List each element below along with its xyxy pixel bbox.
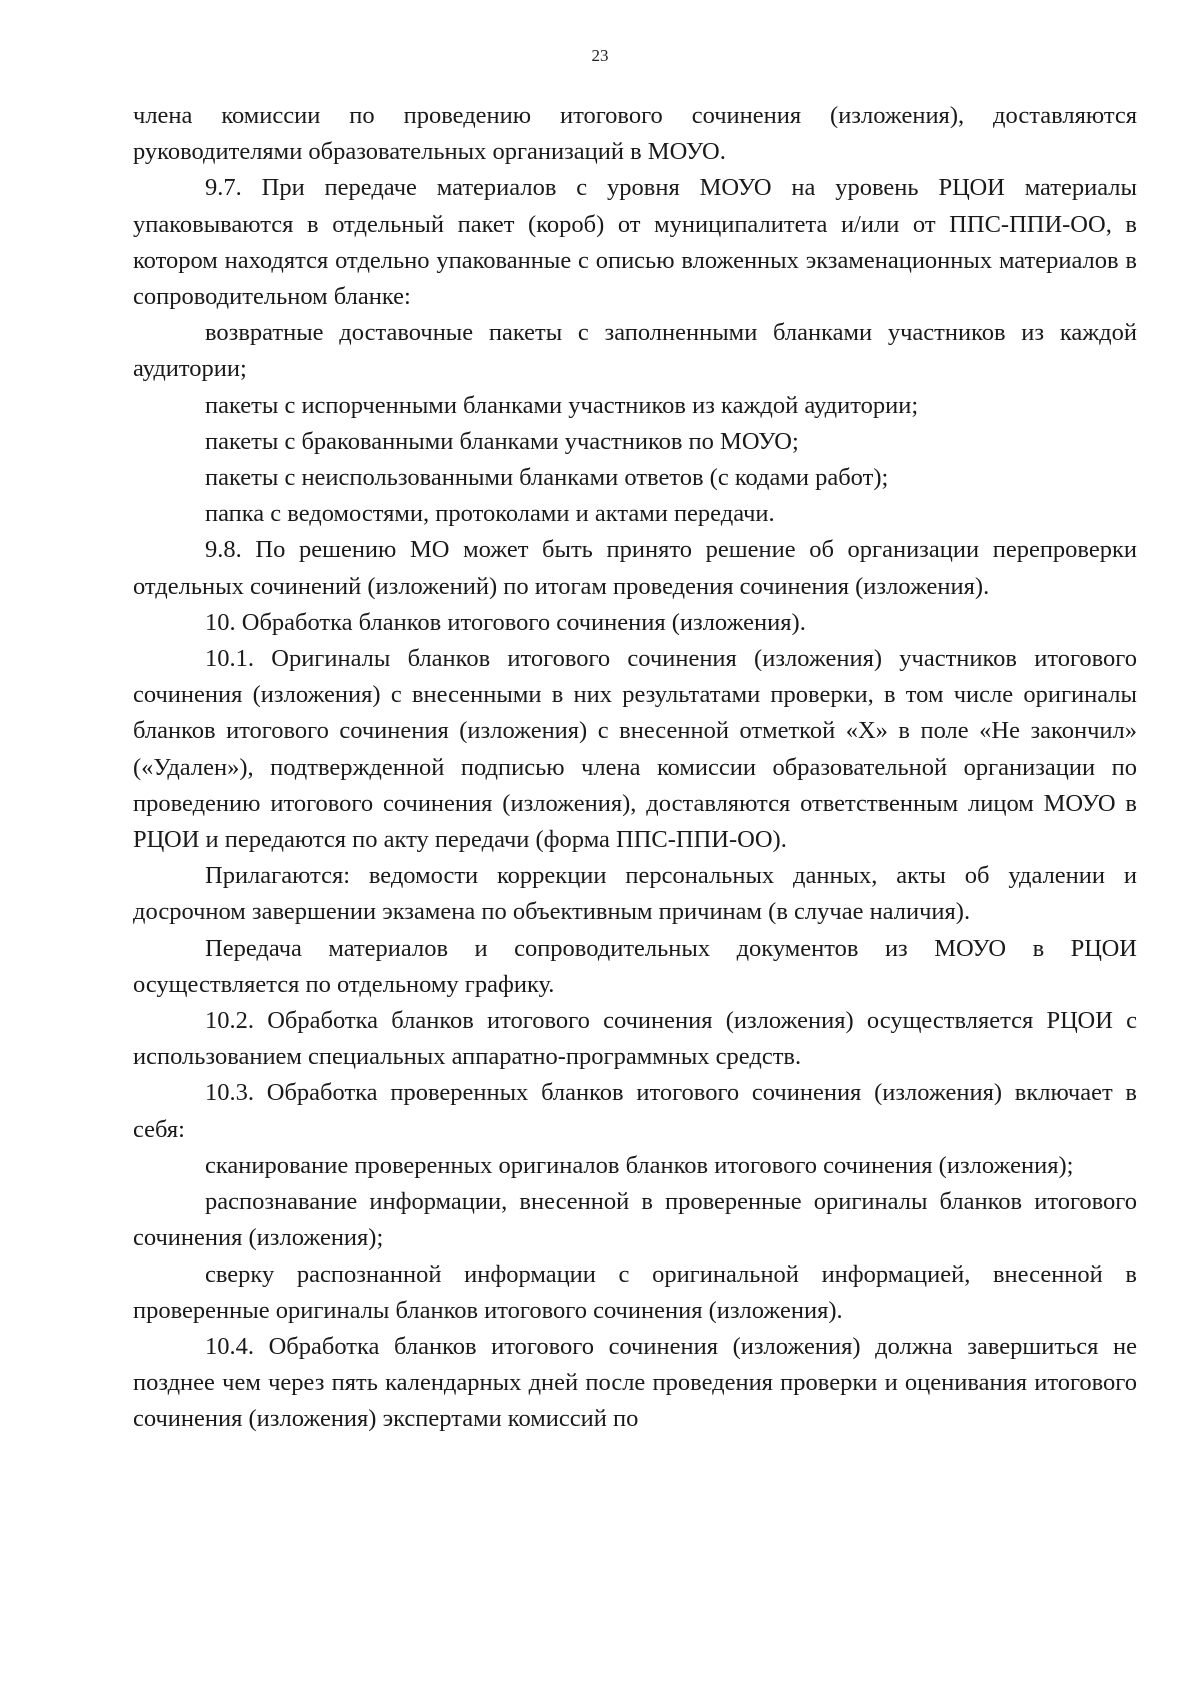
list-item-scanning: сканирование проверенных оригиналов бланков итогового сочинения (изложения);: [205, 1151, 1074, 1179]
paragraph-9-7: 9.7. При передаче материалов с уровня МОУО на уровень РЦОИ материалы упаковываются в отдельный пакет (короб) от муниципалитета и/или от ППС-ППИ-ОО, в котором находятся отдельно упакованные с описью вложенных экзаменационных материалов в сопроводительном бланке:: [133, 174, 1137, 311]
list-item-folder: папка с ведомостями, протоколами и актами передачи.: [205, 500, 775, 528]
paragraph-continuation: члена комиссии по проведению итогового сочинения (изложения), доставляются руководителями образовательных организаций в МОУО.: [133, 102, 1137, 166]
paragraph-10-4: 10.4. Обработка бланков итогового сочинения (изложения) должна завершиться не позднее чем через пять календарных дней после проведения проверки и оценивания итогового сочинения (изложения) экспертами комиссий по: [133, 1332, 1137, 1433]
paragraph-transfer-schedule: Передача материалов и сопроводительных документов из МОУО в РЦОИ осуществляется по отдельному графику.: [133, 934, 1137, 998]
document-body: [133, 98, 1137, 1438]
list-item-spoiled-packets: пакеты с испорченными бланками участников из каждой аудитории;: [205, 391, 919, 419]
list-item-defective-packets: пакеты с бракованными бланками участников по МОУО;: [205, 427, 799, 455]
page-number: 23: [591, 46, 609, 65]
list-item-return-packets: возвратные доставочные пакеты с заполненными бланками участников из каждой аудитории;: [133, 319, 1137, 383]
list-item-verification: сверку распознанной информации с оригинальной информацией, внесенной в проверенные оригиналы бланков итогового сочинения (изложения).: [133, 1260, 1137, 1324]
paragraph-9-8: 9.8. По решению МО может быть принято решение об организации перепроверки отдельных сочинений (изложений) по итогам проведения сочинения (изложения).: [133, 536, 1137, 600]
paragraph-10-3: 10.3. Обработка проверенных бланков итогового сочинения (изложения) включает в себя:: [133, 1079, 1137, 1143]
paragraph-10-2: 10.2. Обработка бланков итогового сочинения (изложения) осуществляется РЦОИ с использованием специальных аппаратно-программных средств.: [133, 1007, 1137, 1071]
section-heading-10: 10. Обработка бланков итогового сочинения (изложения).: [205, 608, 806, 636]
list-item-recognition: распознавание информации, внесенной в проверенные оригиналы бланков итогового сочинения (изложения);: [133, 1188, 1137, 1252]
paragraph-attachments: Прилагаются: ведомости коррекции персональных данных, акты об удалении и досрочном завершении экзамена по объективным причинам (в случае наличия).: [133, 862, 1137, 926]
list-item-unused-packets: пакеты с неиспользованными бланками ответов (с кодами работ);: [205, 464, 889, 492]
paragraph-10-1: 10.1. Оригиналы бланков итогового сочинения (изложения) участников итогового сочинения (изложения) с внесенными в них результатами проверки, в том числе оригиналы бланков итогового сочинения (изложения) с внесенной отметкой «Х» в поле «Не закончил» («Удален»), подтвержденной подписью члена комиссии образовательной организации по проведению итогового сочинения (изложения), доставляются ответственным лицом МОУО в РЦОИ и передаются по акту передачи (форма ППС-ППИ-ОО).: [133, 645, 1137, 854]
